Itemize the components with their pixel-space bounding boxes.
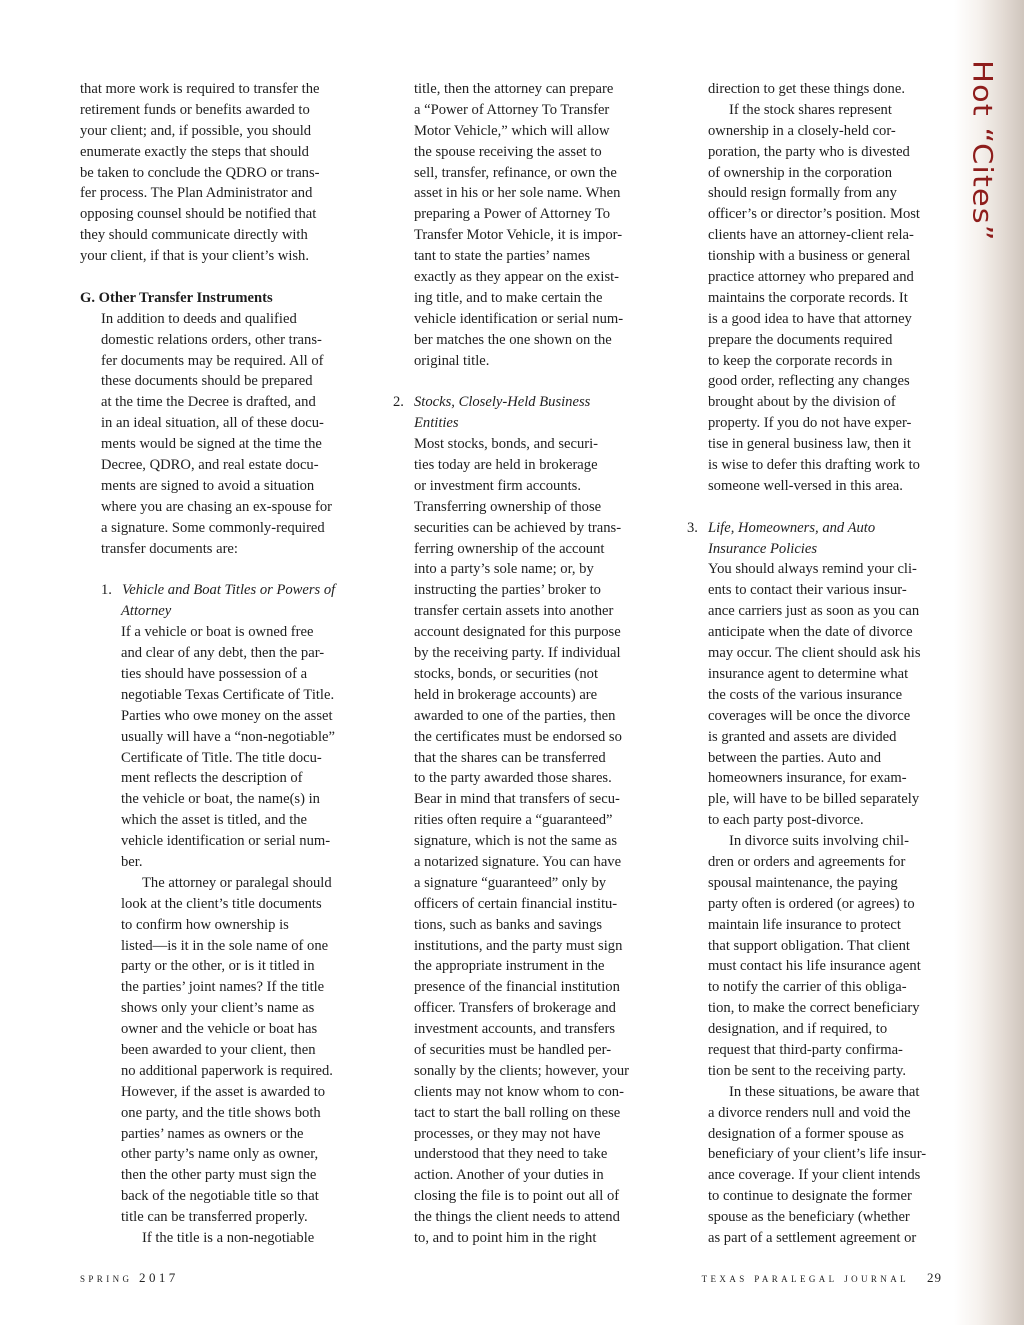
item-1-title: 1. Vehicle and Boat Titles or Powers of <box>80 580 365 601</box>
text-line: one party, and the title shows both <box>121 1104 321 1121</box>
text-line: vehicle identification or serial num- <box>121 833 331 850</box>
text-line: anticipate when the date of divorce <box>708 624 913 641</box>
text-line: ties should have possession of a <box>121 665 308 682</box>
text-line: tion be sent to the receiving party. <box>708 1062 907 1079</box>
text-line: signature, which is not the same as <box>414 833 618 850</box>
item-3-para2-first: In divorce suits involving chil- <box>729 833 909 850</box>
text-line: is a good idea to have that attorney <box>708 310 912 327</box>
text-line: that more work is required to transfer the <box>80 81 320 97</box>
text-line: then the other party must sign the <box>121 1167 317 1184</box>
text-line: ber. <box>121 853 143 870</box>
item-3-number: 3. <box>687 519 698 536</box>
text-line: Transfer Motor Vehicle, it is impor- <box>414 227 623 244</box>
text-line: You should always remind your cli- <box>708 561 917 578</box>
text-line: negotiable Texas Certificate of Title. <box>121 686 335 703</box>
text-line: look at the client’s title documents <box>121 895 322 912</box>
item-3-para3 <box>708 1103 948 1249</box>
text-line: insurance agent to determine what <box>708 665 909 682</box>
text-line: where you are chasing an ex-spouse for <box>101 498 332 515</box>
text-line: account designated for this purpose <box>414 624 621 641</box>
item-3-para2 <box>708 852 948 1082</box>
text-line: instructing the parties’ broker to <box>414 582 601 599</box>
text-line: ing title, and to make certain the <box>414 289 603 306</box>
text-line: back of the negotiable title so that <box>121 1188 319 1205</box>
closely-held-para-first: If the stock shares represent <box>729 101 892 118</box>
item-1-paragraph <box>80 622 365 873</box>
text-line: or investment firm accounts. <box>414 477 581 494</box>
text-line: a signature. Some commonly-required <box>101 519 325 536</box>
text-line: to, and to point him in the right <box>414 1229 597 1246</box>
text-line: by the receiving party. If individual <box>414 645 621 662</box>
text-line: someone well-versed in this area. <box>708 477 903 494</box>
text-line: to confirm how ownership is <box>121 916 289 933</box>
text-line: a divorce renders null and void the <box>708 1104 911 1121</box>
column-1 <box>80 79 365 1249</box>
text-line: ance coverage. If your client intends <box>708 1167 921 1184</box>
text-line: Transferring ownership of those <box>414 498 602 515</box>
text-line: spouse as the beneficiary (whether <box>708 1209 910 1226</box>
text-line: they should communicate directly with <box>80 227 308 244</box>
text-line: tion, to make the correct beneficiary <box>708 1000 920 1017</box>
text-line: the parties’ joint names? If the title <box>121 979 325 996</box>
section-tab-label: Hot “Cites” <box>966 60 998 242</box>
text-line: ber matches the one shown on the <box>414 331 612 348</box>
column-2 <box>393 79 664 1249</box>
text-line: ties today are held in brokerage <box>414 457 598 474</box>
text-line: the certificates must be endorsed so <box>414 728 622 745</box>
text-line: these documents should be prepared <box>101 373 313 390</box>
text-line: request that third-party confirma- <box>708 1041 903 1058</box>
text-line: transfer certain assets into another <box>414 603 614 620</box>
text-line: been awarded to your client, then <box>121 1041 316 1058</box>
item-1-para3-first: If the title is a non-negotiable <box>142 1229 315 1246</box>
item-2-title-cont: Entities <box>414 415 459 432</box>
text-line: exactly as they appear on the exist- <box>414 269 620 286</box>
text-line: maintains the corporate records. It <box>708 289 908 306</box>
text-line: Decree, QDRO, and real estate docu- <box>101 457 319 474</box>
footer-issue: spring 2017 <box>80 1270 179 1285</box>
text-line: coverages will be once the divorce <box>708 707 911 724</box>
text-line: which the asset is titled, and the <box>121 812 308 829</box>
text-line: However, if the asset is awarded to <box>121 1083 326 1100</box>
text-line: good order, reflecting any changes <box>708 373 910 390</box>
text-line: Parties who owe money on the asset <box>121 707 333 724</box>
text-line: transfer documents are: <box>101 540 238 557</box>
text-line: action. Another of your duties in <box>414 1167 604 1184</box>
text-line: of ownership in the corporation <box>708 164 892 181</box>
item-1-para2-first: The attorney or paralegal should <box>142 874 332 891</box>
text-line: Motor Vehicle,” which will allow <box>414 122 610 139</box>
text-line: should resign formally from any <box>708 185 897 202</box>
text-line: investment accounts, and transfers <box>414 1021 616 1038</box>
text-line: fer documents may be required. All of <box>101 352 324 369</box>
text-line: spousal maintenance, the paying <box>708 874 898 891</box>
text-line: In addition to deeds and qualified <box>101 310 297 327</box>
text-line: and clear of any debt, then the par- <box>121 645 325 662</box>
stocks-continuation: direction to get these things done. <box>708 81 905 97</box>
text-line: rities often require a “guaranteed” <box>414 812 613 829</box>
text-line: ents to contact their various insur- <box>708 582 907 599</box>
text-line: tise in general business law, then it <box>708 436 911 453</box>
text-line: your client, if that is your client’s wish. <box>80 248 310 265</box>
text-line: party often is ordered (or agrees) to <box>708 895 915 912</box>
column-3 <box>687 79 948 1249</box>
text-line: clients have an attorney-client rela- <box>708 227 914 244</box>
text-line: If a vehicle or boat is owned free <box>121 624 314 641</box>
footer-journal <box>702 1270 942 1286</box>
text-line: ments would be signed at the time the <box>101 436 322 453</box>
text-line: understood that they need to take <box>414 1146 608 1163</box>
text-line: ments are signed to avoid a situation <box>101 477 315 494</box>
text-line: sell, transfer, refinance, or own the <box>414 164 617 181</box>
text-line: the appropriate instrument in the <box>414 958 605 975</box>
section-heading-g: G. Other Transfer Instruments <box>80 289 273 306</box>
text-line: beneficiary of your client’s life insur- <box>708 1146 927 1163</box>
text-line: designation of a former spouse as <box>708 1125 904 1142</box>
text-line: is granted and assets are divided <box>708 728 897 745</box>
item-3-paragraph <box>708 559 948 831</box>
text-line: at the time the Decree is drafted, and <box>101 394 316 411</box>
text-line: be taken to conclude the QDRO or trans- <box>80 164 320 181</box>
item-1-title-cont: Attorney <box>121 603 172 620</box>
text-line: in an ideal situation, all of these docu- <box>101 415 324 432</box>
item-3-para3-first: In these situations, be aware that <box>729 1083 920 1100</box>
text-line: designation, and if required, to <box>708 1021 888 1038</box>
text-line: processes, or they may not have <box>414 1125 601 1142</box>
section-g-paragraph <box>80 309 365 560</box>
text-line: a “Power of Attorney To Transfer <box>414 101 610 118</box>
text-line: to the party awarded those shares. <box>414 770 612 787</box>
text-line: shows only your client’s name as <box>121 1000 315 1017</box>
text-line: officers of certain financial institu- <box>414 895 618 912</box>
text-line: fer process. The Plan Administrator and <box>80 185 313 202</box>
text-line: poration, the party who is divested <box>708 143 910 160</box>
item-2-number: 2. <box>393 394 404 411</box>
text-line: original title. <box>414 352 490 369</box>
text-line: is wise to defer this drafting work to <box>708 457 920 474</box>
text-line: title, then the attorney can prepare <box>414 81 614 97</box>
text-line: to keep the corporate records in <box>708 352 893 369</box>
text-line: usually will have a “non-negotiable” <box>121 728 335 745</box>
text-line: must contact his life insurance agent <box>708 958 921 975</box>
text-line: ance carriers just as soon as you can <box>708 603 920 620</box>
text-line: tant to state the parties’ names <box>414 248 591 265</box>
item-1-para2 <box>80 894 365 1228</box>
text-line: vehicle identification or serial num- <box>414 310 624 327</box>
text-line: to each party post-divorce. <box>708 812 864 829</box>
item-3-title: 3. Life, Homeowners, and Auto <box>687 518 948 539</box>
text-line: title can be transferred properly. <box>121 1209 308 1226</box>
text-line: may occur. The client should ask his <box>708 645 921 662</box>
text-line: presence of the financial institution <box>414 979 620 996</box>
title-continuation-paragraph <box>414 79 664 371</box>
intro-paragraph <box>80 79 365 267</box>
text-line: tions, such as banks and savings <box>414 916 603 933</box>
text-line: prepare the documents required <box>708 331 893 348</box>
text-line: that the shares can be transferred <box>414 749 606 766</box>
text-line: owner and the vehicle or boat has <box>121 1021 318 1038</box>
text-line: ment reflects the description of <box>121 770 303 787</box>
item-1-number: 1. <box>101 582 112 599</box>
text-line: listed—is it in the sole name of one <box>121 937 329 954</box>
text-line: to continue to designate the former <box>708 1188 912 1205</box>
text-line: Most stocks, bonds, and securi- <box>414 436 599 453</box>
text-line: as part of a settlement agreement or <box>708 1229 917 1246</box>
text-line: opposing counsel should be notified that <box>80 206 317 223</box>
text-line: ownership in a closely-held cor- <box>708 122 896 139</box>
text-line: tact to start the ball rolling on these <box>414 1104 621 1121</box>
item-2-paragraph <box>414 434 664 1249</box>
text-line: sonally by the clients; however, your <box>414 1062 630 1079</box>
text-line: clients may not know whom to con- <box>414 1083 624 1100</box>
text-line: Certificate of Title. The title docu- <box>121 749 322 766</box>
closely-held-paragraph <box>708 121 948 497</box>
item-3-title-cont: Insurance Policies <box>708 540 818 557</box>
page-number: 29 <box>927 1270 942 1285</box>
text-line: ple, will have to be billed separately <box>708 791 920 808</box>
text-line: the things the client needs to attend <box>414 1209 620 1226</box>
text-line: no additional paperwork is required. <box>121 1062 333 1079</box>
text-line: domestic relations orders, other trans- <box>101 331 322 348</box>
text-line: institutions, and the party must sign <box>414 937 623 954</box>
text-line: the vehicle or boat, the name(s) in <box>121 791 320 808</box>
text-line: between the parties. Auto and <box>708 749 882 766</box>
text-line: practice attorney who prepared and <box>708 269 914 286</box>
text-line: into a party’s sole name; or, by <box>414 561 594 578</box>
text-line: preparing a Power of Attorney To <box>414 206 611 223</box>
text-line: brought about by the division of <box>708 394 896 411</box>
text-line: the spouse receiving the asset to <box>414 143 602 160</box>
text-line: ferring ownership of the account <box>414 540 605 557</box>
text-line: parties’ names as owners or the <box>121 1125 304 1142</box>
text-line: party or the other, or is it titled in <box>121 958 315 975</box>
text-line: a notarized signature. You can have <box>414 853 622 870</box>
text-line: homeowners insurance, for exam- <box>708 770 907 787</box>
text-line: enumerate exactly the steps that should <box>80 143 309 160</box>
text-line: to notify the carrier of this obliga- <box>708 979 907 996</box>
text-line: awarded to one of the parties, then <box>414 707 616 724</box>
text-line: asset in his or her sole name. When <box>414 185 621 202</box>
text-line: tionship with a business or general <box>708 248 911 265</box>
text-line: closing the file is to point out all of <box>414 1188 620 1205</box>
footer-journal-name: texas paralegal journal <box>701 1270 909 1285</box>
text-line: stocks, bonds, or securities (not <box>414 665 599 682</box>
text-line: property. If you do not have exper- <box>708 415 912 432</box>
text-line: your client; and, if possible, you should <box>80 122 312 139</box>
text-line: held in brokerage accounts) are <box>414 686 598 703</box>
text-line: that support obligation. That client <box>708 937 910 954</box>
text-line: a signature “guaranteed” only by <box>414 874 607 891</box>
text-line: of securities must be handled per- <box>414 1041 612 1058</box>
text-line: maintain life insurance to protect <box>708 916 901 933</box>
text-line: dren or orders and agreements for <box>708 853 906 870</box>
text-line: officer. Transfers of brokerage and <box>414 1000 616 1017</box>
item-2-title: 2. Stocks, Closely-Held Business <box>393 392 664 413</box>
text-line: Bear in mind that transfers of secu- <box>414 791 620 808</box>
text-line: retirement funds or benefits awarded to <box>80 101 310 118</box>
text-line: the costs of the various insurance <box>708 686 903 703</box>
text-line: securities can be achieved by trans- <box>414 519 622 536</box>
text-line: other party’s name only as owner, <box>121 1146 319 1163</box>
text-line: officer’s or director’s position. Most <box>708 206 920 223</box>
